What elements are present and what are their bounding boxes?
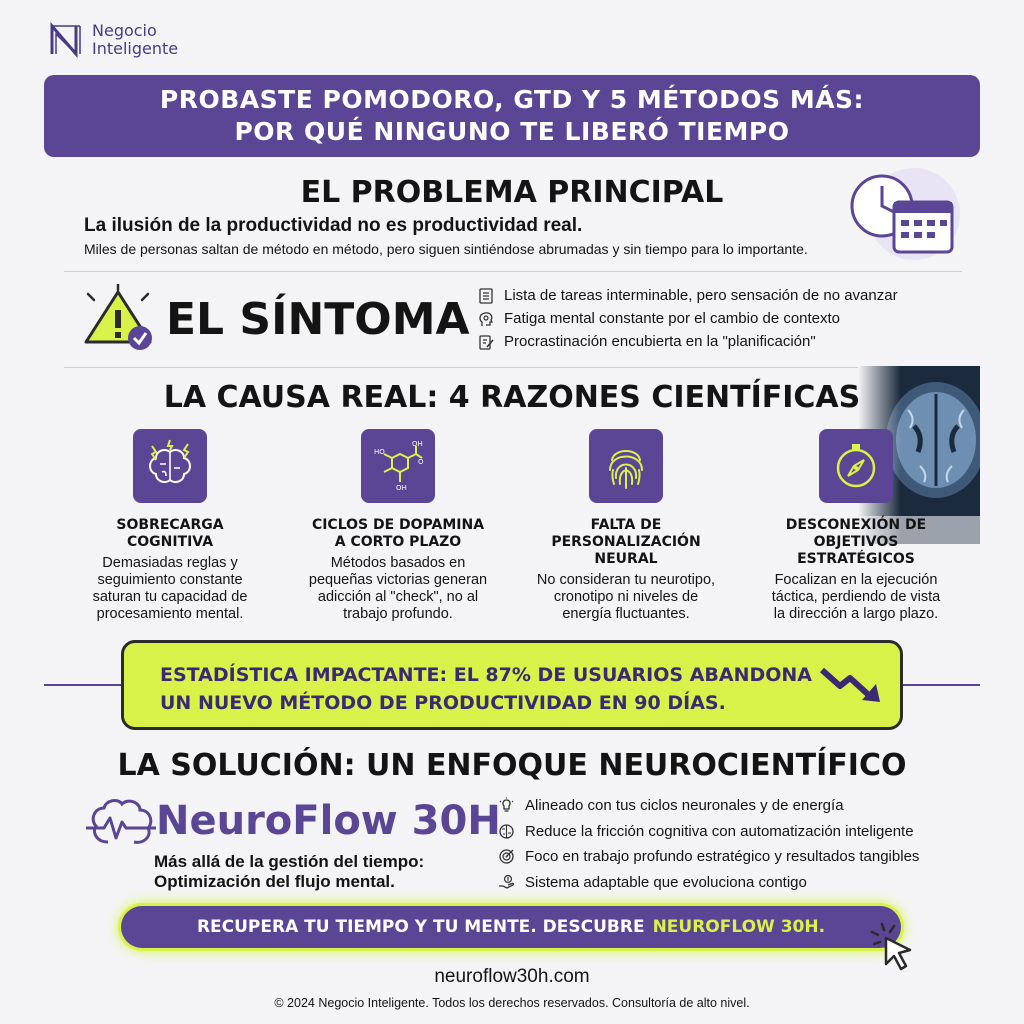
hand-growth-icon [498, 874, 515, 891]
warning-check-icon [80, 284, 156, 352]
brand-logo [48, 22, 178, 58]
reason-icon-tile [589, 429, 663, 503]
benefit-text: Foco en trabajo profundo estratégico y resultados tangibles [525, 848, 920, 866]
reason-title: FALTA DE PERSONALIZACIÓN NEURAL [551, 517, 701, 567]
fingerprint-icon [598, 438, 654, 494]
list-item [478, 307, 898, 330]
brand-name [92, 22, 178, 58]
reason-title: DESCONEXIÓN DE OBJETIVOS ESTRATÉGICOS [785, 517, 927, 567]
reason-icon-tile [133, 429, 207, 503]
benefit-text: Reduce la fricción cognitiva con automatización inteligente [525, 822, 914, 840]
reason-description: Métodos basados en pequeñas victorias generan adicción al "check", no al trabajo profundo. [308, 555, 488, 622]
symptom-text: Fatiga mental constante por el cambio de contexto [504, 310, 841, 327]
reason-card [756, 429, 956, 623]
list-item [478, 284, 898, 307]
brain-pulse-icon [84, 798, 158, 850]
solution-title: LA SOLUCIÓN: UN ENFOQUE NEUROCIENTÍFICO [117, 748, 907, 783]
n-logo-icon [48, 22, 84, 58]
stat-callout [121, 640, 903, 730]
reason-title: CICLOS DE DOPAMINA A CORTO PLAZO [311, 517, 485, 550]
headline-banner [44, 75, 980, 157]
cta-highlight: NEUROFLOW 30H. [652, 917, 826, 937]
cursor-click-icon [868, 920, 916, 972]
brain-gear-icon [498, 823, 515, 840]
target-icon [498, 848, 515, 865]
reason-icon-tile [361, 429, 435, 503]
stat-line-1: ESTADÍSTICA IMPACTANTE: EL 87% DE USUARIOS ABANDONA [160, 664, 813, 686]
pencil-note-icon [478, 334, 494, 350]
reason-card [298, 429, 498, 623]
causes-title: LA CAUSA REAL: 4 RAZONES CIENTÍFICAS [163, 380, 861, 415]
benefit-list [498, 793, 919, 895]
reason-title: SOBRECARGA COGNITIVA [116, 517, 224, 550]
cta-text: RECUPERA TU TIEMPO Y TU MENTE. DESCUBRE [196, 917, 645, 937]
reason-description: No consideran tu neurotipo, cronotipo ni niveles de energía fluctuantes. [536, 572, 716, 622]
problem-title: EL PROBLEMA PRINCIPAL [300, 175, 724, 210]
product-name: NeuroFlow 30H [156, 798, 501, 844]
brain-lightning-icon [142, 438, 198, 494]
section-divider [64, 367, 862, 368]
product-tagline: Más allá de la gestión del tiempo: Optimización del flujo mental. [154, 852, 425, 891]
dopamine-molecule-icon [370, 438, 426, 494]
problem-description: Miles de personas saltan de método en método, pero siguen sintiéndose abrumadas y sin tiempo para lo importante. [84, 241, 808, 257]
symptom-text: Lista de tareas interminable, pero sensación de no avanzar [504, 287, 898, 304]
symptom-list [478, 284, 898, 353]
cta-button[interactable] [121, 906, 901, 948]
svg-text:HO: HO [374, 448, 385, 456]
svg-text:OH: OH [412, 440, 423, 448]
site-url[interactable]: neuroflow30h.com [434, 966, 590, 987]
problem-lead: La ilusión de la productividad no es productividad real. [84, 215, 583, 236]
benefit-text: Alineado con tus ciclos neuronales y de energía [525, 797, 844, 815]
reason-icon-tile [819, 429, 893, 503]
brand-line-2: Inteligente [92, 39, 179, 58]
symptom-text: Procrastinación encubierta en la "planificación" [504, 333, 816, 350]
symptom-title: EL SÍNTOMA [166, 294, 470, 345]
svg-text:OH: OH [396, 484, 407, 492]
list-item [498, 870, 919, 896]
copyright-text: © 2024 Negocio Inteligente. Todos los derechos reservados. Consultoría de alto nivel. [274, 996, 750, 1010]
svg-text:O: O [418, 458, 424, 466]
head-gear-icon [478, 311, 494, 327]
clock-calendar-icon [842, 168, 962, 264]
reason-card [70, 429, 270, 623]
trend-down-arrow-icon [818, 664, 886, 706]
reason-description: Focalizan en la ejecución táctica, perdiendo de vista la dirección a largo plazo. [771, 572, 941, 622]
checklist-icon [478, 288, 494, 304]
list-item [498, 844, 919, 870]
brand-line-1: Negocio [92, 21, 157, 40]
stat-line-2: UN NUEVO MÉTODO DE PRODUCTIVIDAD EN 90 DÍAS. [160, 692, 726, 714]
reason-card [526, 429, 726, 623]
reason-description: Demasiadas reglas y seguimiento constante saturan tu capacidad de procesamiento mental. [92, 555, 248, 622]
benefit-text: Sistema adaptable que evoluciona contigo [525, 873, 807, 891]
list-item [498, 819, 919, 845]
section-divider [64, 271, 962, 272]
headline-line-2: POR QUÉ NINGUNO TE LIBERÓ TIEMPO [234, 117, 790, 146]
compass-icon [828, 438, 884, 494]
list-item [498, 793, 919, 819]
headline-line-1: PROBASTE POMODORO, GTD Y 5 MÉTODOS MÁS: [159, 85, 865, 114]
lightbulb-icon [498, 797, 515, 814]
list-item [478, 330, 898, 353]
